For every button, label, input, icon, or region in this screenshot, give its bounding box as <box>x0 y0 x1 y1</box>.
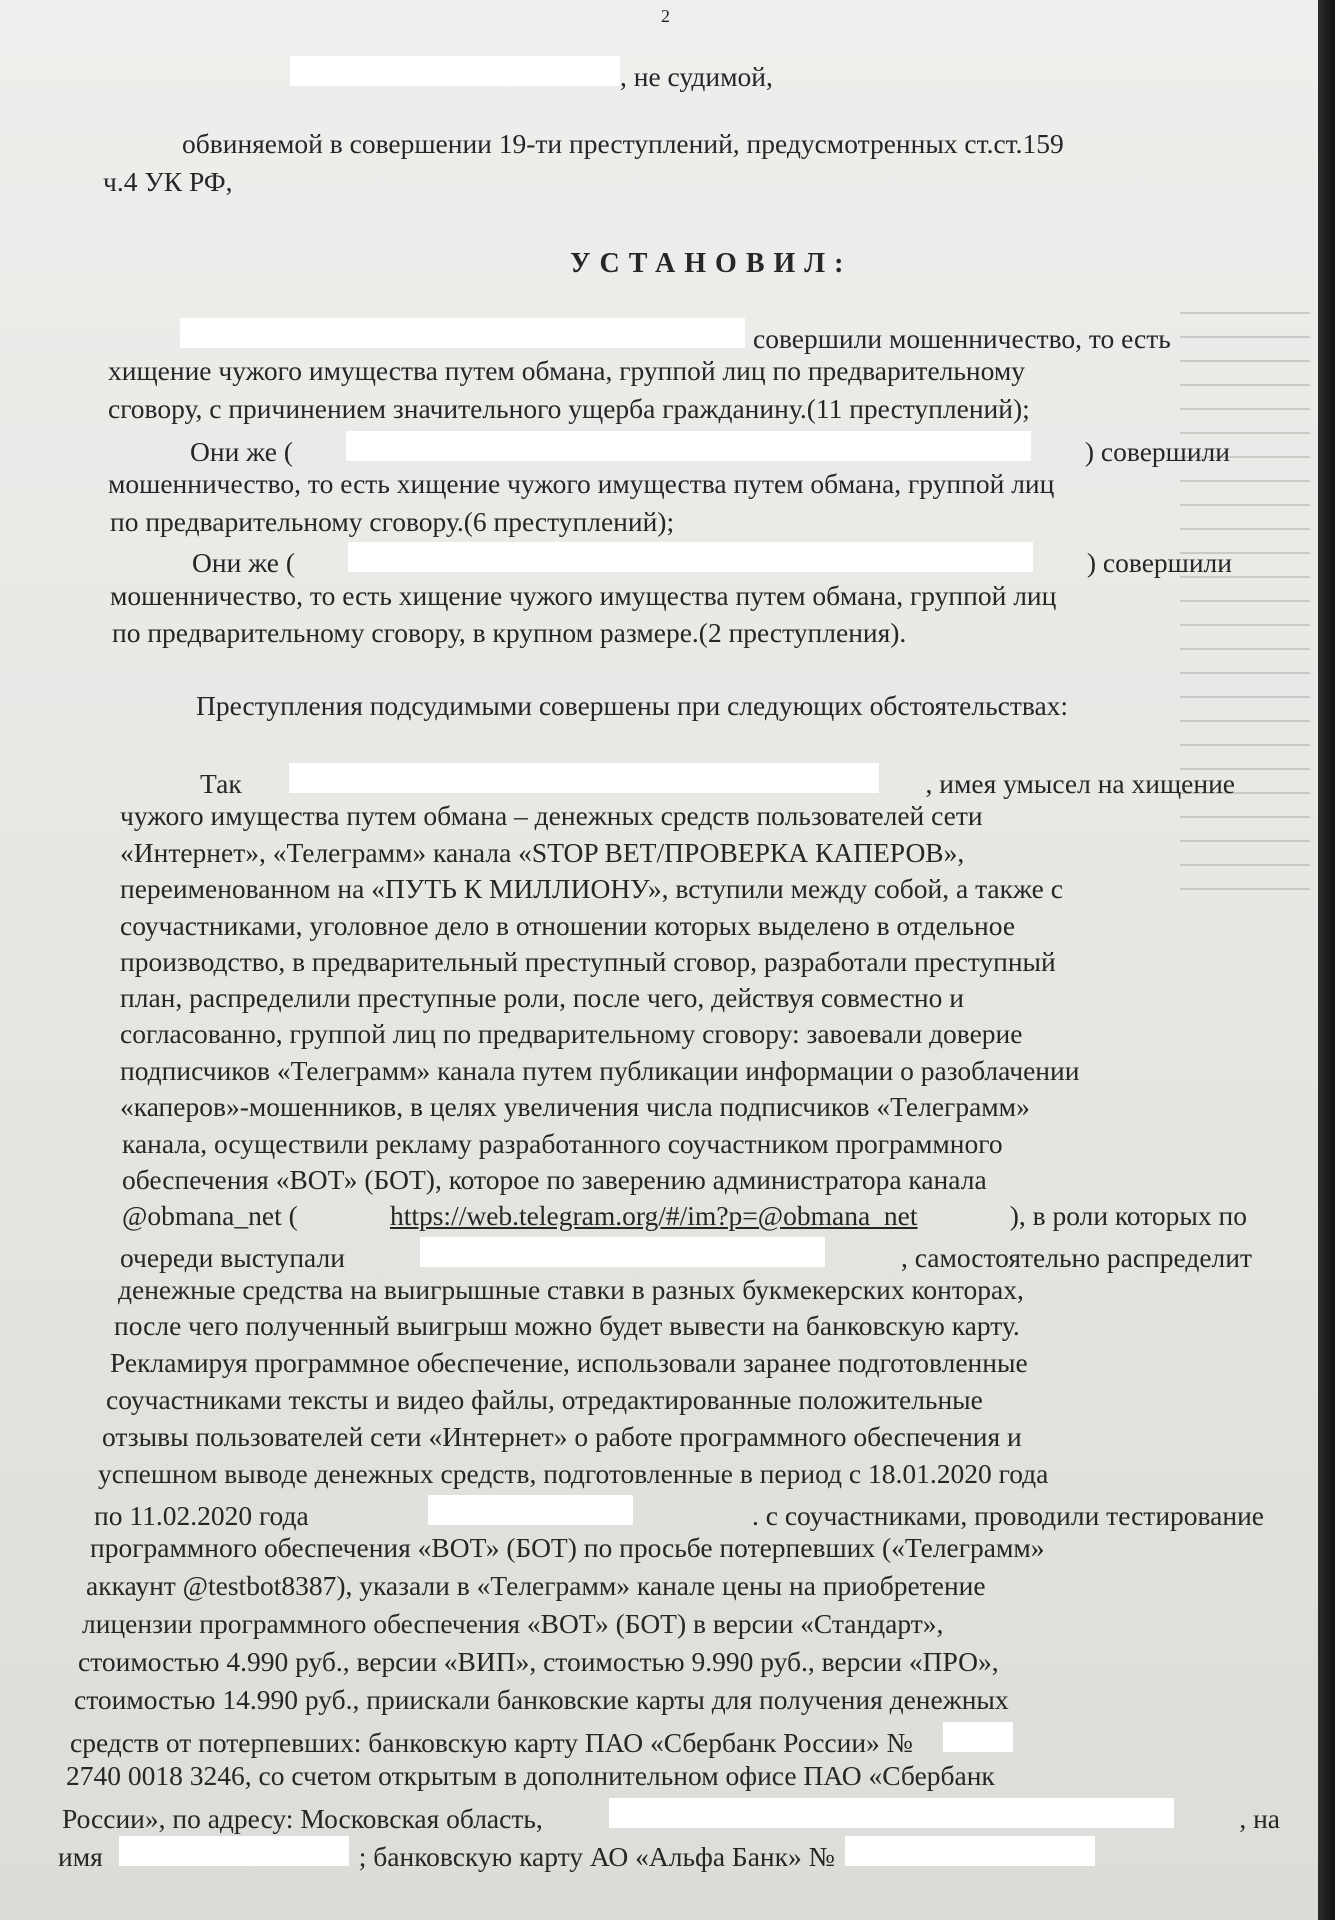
doc-line-32: отзывы пользователей сети «Интернет» о работе программного обеспечения и <box>102 1421 1022 1452</box>
doc-line-7: Они же ( ) совершили <box>190 431 1230 468</box>
doc-line-14: Так , имея умысел на хищение <box>200 763 1235 800</box>
doc-line-22: подписчиков «Телеграмм» канала путем публикации информации о разоблачении <box>120 1055 1080 1086</box>
redacted-name <box>119 1836 349 1866</box>
doc-line-15: чужого имущества путем обмана – денежных средств пользователей сети <box>120 800 983 831</box>
doc-line-13: Преступления подсудимыми совершены при следующих обстоятельствах: <box>196 690 1069 721</box>
redacted-names <box>420 1237 825 1267</box>
doc-line-9: по предварительному сговору.(6 преступлений); <box>110 506 675 537</box>
section-heading: УСТАНОВИЛ: <box>570 248 853 279</box>
telegram-link[interactable]: https://web.telegram.org/#/im?p=@obmana_net <box>389 1200 918 1231</box>
doc-line-21: согласованно, группой лиц по предварительному сговору: завоевали доверие <box>120 1018 1023 1049</box>
redacted-address <box>609 1798 1174 1828</box>
doc-line-17: переименованном на «ПУТЬ К МИЛЛИОНУ», вступили между собой, а также с <box>120 873 1063 904</box>
doc-line-35: программного обеспечения «ВОТ» (БОТ) по просьбе потерпевших («Телеграмм» <box>90 1532 1045 1563</box>
doc-line-42: России», по адресу: Московская область, , на <box>62 1798 1280 1835</box>
doc-line-16: «Интернет», «Телеграмм» канала «STOP BET/ПРОВЕРКА КАПЕРОВ», <box>120 837 965 868</box>
doc-line-19: производство, в предварительный преступный сговор, разработали преступный <box>120 946 1056 977</box>
doc-line-41: 2740 0018 3246, со счетом открытым в дополнительном офисе ПАО «Сбербанк <box>66 1760 995 1791</box>
doc-line-36: аккаунт @testbot8387), указали в «Телеграмм» канале цены на приобретение <box>86 1570 986 1601</box>
redacted-card-number <box>845 1836 1095 1866</box>
redacted-names <box>289 763 879 793</box>
redacted-name <box>290 56 620 86</box>
doc-line-24: канала, осуществили рекламу разработанного соучастником программного <box>122 1128 1003 1159</box>
page-number: 2 <box>661 6 670 26</box>
doc-line-10: Они же ( ) совершили <box>192 542 1232 579</box>
redacted-names <box>346 431 1031 461</box>
doc-line-1: , не судимой, <box>290 56 773 93</box>
doc-line-6: сговору, с причинением значительного ущерба гражданину.(11 преступлений); <box>108 393 1030 424</box>
redacted-names <box>180 318 745 348</box>
doc-line-40: средств от потерпевших: банковскую карту ПАО «Сбербанк России» № <box>70 1722 1013 1759</box>
doc-line-43: имя ; банковскую карту АО «Альфа Банк» № <box>58 1836 1095 1873</box>
redacted-names <box>348 542 1033 572</box>
doc-line-5: хищение чужого имущества путем обмана, группой лиц по предварительному <box>108 355 1026 386</box>
doc-line-38: стоимостью 4.990 руб., версии «ВИП», стоимостью 9.990 руб., версии «ПРО», <box>78 1646 999 1677</box>
redacted-names <box>428 1495 633 1525</box>
doc-line-11: мошенничество, то есть хищение чужого имущества путем обмана, группой лиц <box>110 580 1057 611</box>
doc-line-2: обвиняемой в совершении 19-ти преступлений, предусмотренных ст.ст.159 <box>182 128 1064 159</box>
doc-line-3: ч.4 УК РФ, <box>103 166 233 197</box>
redacted-card-digits <box>943 1722 1013 1752</box>
doc-line-30: Рекламируя программное обеспечение, использовали заранее подготовленные <box>110 1347 1028 1378</box>
background-red-glyph <box>1320 776 1332 792</box>
dark-background-edge <box>1318 0 1335 1920</box>
doc-line-31: соучастниками тексты и видео файлы, отредактированные положительные <box>106 1384 983 1415</box>
doc-line-4: совершили мошенничество, то есть <box>180 318 1171 355</box>
doc-line-23: «каперов»-мошенников, в целях увеличения числа подписчиков «Телеграмм» <box>120 1091 1030 1122</box>
doc-line-12: по предварительному сговору, в крупном размере.(2 преступления). <box>112 617 907 648</box>
doc-line-29: после чего полученный выигрыш можно будет вывести на банковскую карту. <box>114 1310 1020 1341</box>
doc-line-8: мошенничество, то есть хищение чужого имущества путем обмана, группой лиц <box>108 468 1055 499</box>
doc-line-25: обеспечения «ВОТ» (БОТ), которое по заверению администратора канала <box>122 1164 987 1195</box>
doc-line-28: денежные средства на выигрышные ставки в разных букмекерских конторах, <box>118 1274 1024 1305</box>
doc-line-27: очереди выступали , самостоятельно распределит <box>120 1237 1252 1274</box>
doc-line-20: план, распределили преступные роли, после чего, действуя совместно и <box>120 982 964 1013</box>
doc-line-39: стоимостью 14.990 руб., приискали банковские карты для получения денежных <box>74 1684 1009 1715</box>
doc-line-18: соучастниками, уголовное дело в отношении которых выделено в отдельное <box>120 910 1016 941</box>
doc-line-34: по 11.02.2020 года . с соучастниками, проводили тестирование <box>94 1495 1264 1532</box>
doc-line-26: @obmana_net ( https://web.telegram.org/#/im?p=@obmana_net ), в роли которых по <box>122 1200 1247 1231</box>
doc-line-33: успешном выводе денежных средств, подготовленные в период с 18.01.2020 года <box>98 1458 1049 1489</box>
doc-line-37: лицензии программного обеспечения «ВОТ» (БОТ) в версии «Стандарт», <box>82 1608 944 1639</box>
